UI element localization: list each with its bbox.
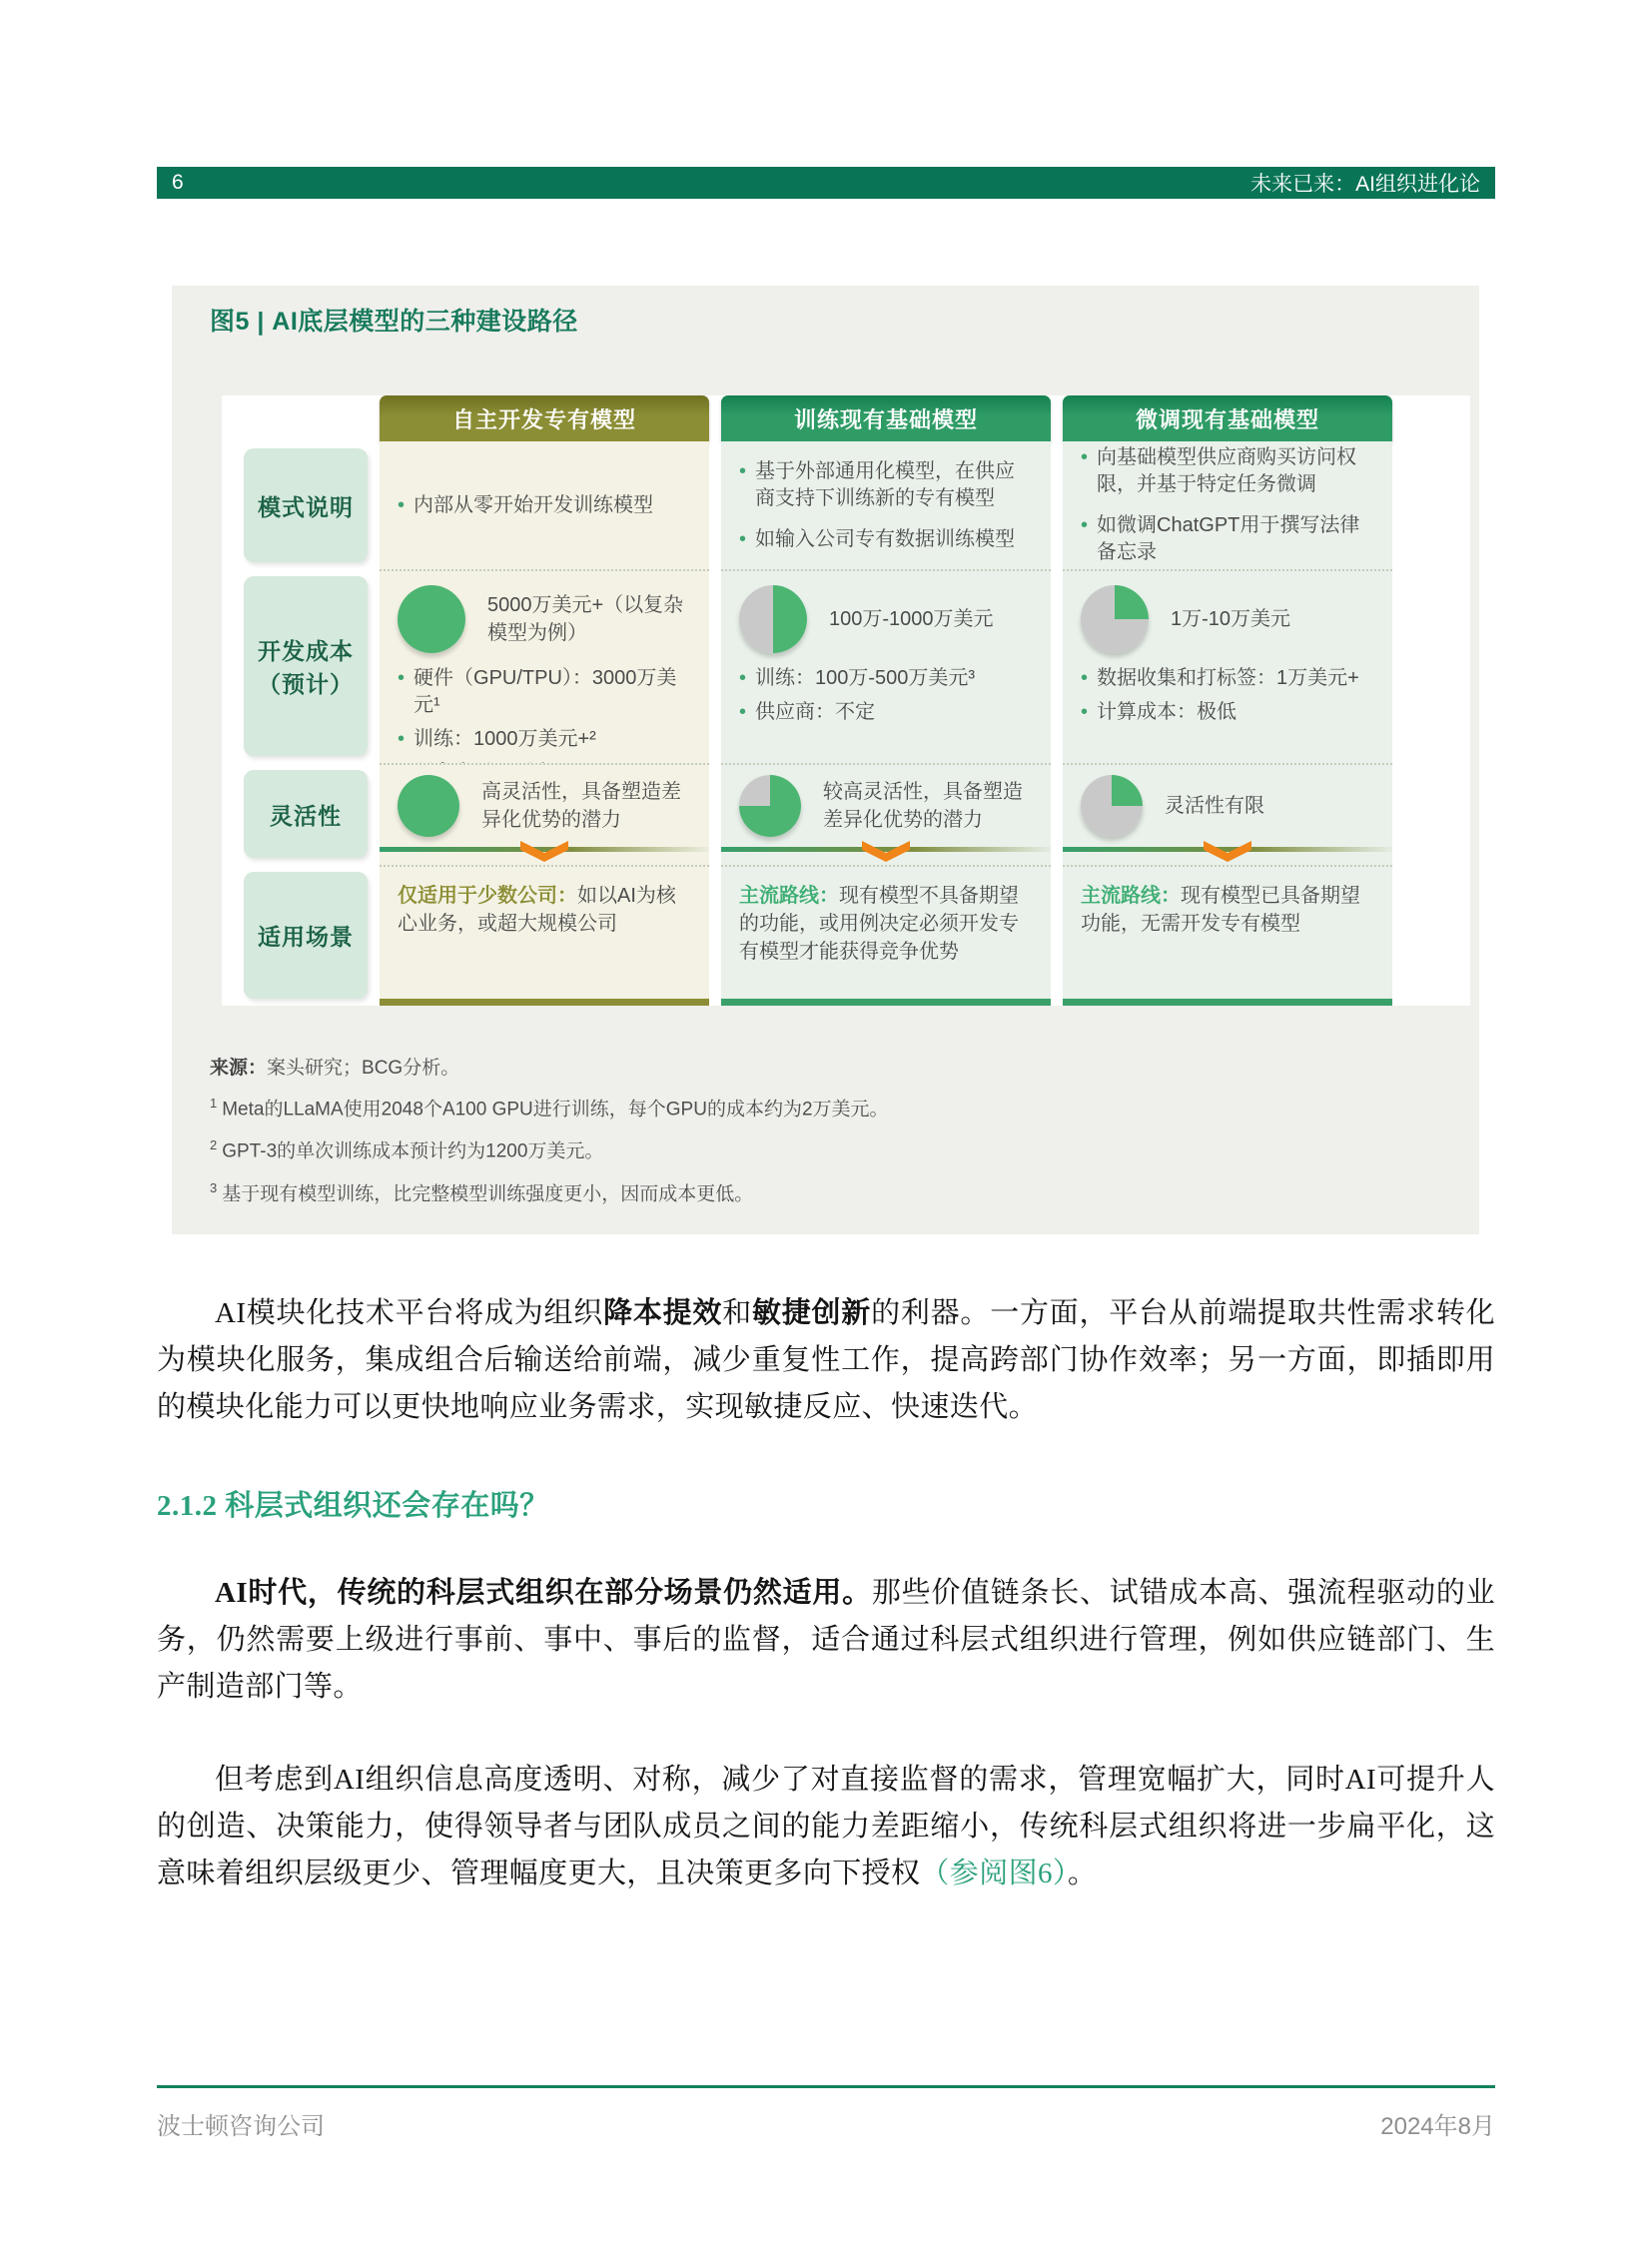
paragraph-platform: AI模块化技术平台将成为组织降本提效和敏捷创新的利器。一方面，平台从前端提取共性需求转化为模块化服务，集成组合后输送给前端，减少重复性工作，提高跨部门协作效率；另一方面，即插即用的模块化能力可以更快地响应业务需求，实现敏捷反应、快速迭代。 <box>157 1296 1496 1423</box>
bullet-icon: • <box>1081 446 1089 468</box>
bullet-icon: • <box>1081 514 1089 536</box>
section-heading-2-1-2: 2.1.2 科层式组织还会存在吗？ <box>157 1489 549 1522</box>
list-item: • 向基础模型供应商购买访问权限，并基于特定任务微调 <box>1081 444 1374 498</box>
source-line: 来源：案头研究；BCG分析。 <box>210 1058 460 1079</box>
list-item: • 训练：1000万美元+² <box>398 726 691 753</box>
page-footer <box>157 2085 1495 2141</box>
column-header-finetune-existing: 微调现有基础模型 <box>1063 395 1392 441</box>
bullet-icon: • <box>739 701 747 723</box>
chevron-down-icon <box>1200 840 1255 864</box>
cell-cost-col2: 100万-1000万美元 • 训练：100万-500万美元³ • 供应商：不定 <box>721 569 1051 763</box>
pie-chart-three-quarter-icon <box>739 775 801 837</box>
path-divider <box>721 839 1051 865</box>
cell-scenario-col3: 主流路线：现有模型已具备期望功能，无需开发专有模型 <box>1063 865 1392 1006</box>
pie-chart-half-icon <box>739 585 807 653</box>
page-number: 6 <box>172 171 184 194</box>
list-item: • 内部从零开始开发训练模型 <box>398 492 691 519</box>
cell-mode-col3 <box>1063 441 1392 569</box>
list-item: • 计算成本：极低 <box>1081 699 1374 726</box>
bullet-icon: • <box>739 527 747 550</box>
column-header-self-develop: 自主开发专有模型 <box>380 395 709 441</box>
pie-chart-full-icon <box>398 775 459 837</box>
column-header-train-existing: 训练现有基础模型 <box>721 395 1051 441</box>
cell-scenario-col1: 仅适用于少数公司：如以AI为核心业务，或超大规模公司 <box>380 865 709 1006</box>
footnote-2: $^2$ GPT-3的单次训练成本预计约为1200万美元。 <box>210 1137 604 1162</box>
bullet-icon: • <box>739 667 747 689</box>
list-item: • 训练：100万-500万美元³ <box>739 665 1033 692</box>
cell-mode-col1 <box>380 441 709 569</box>
footer-date: 2024年8月 <box>1380 2113 1495 2140</box>
bullet-icon: • <box>398 667 406 689</box>
chevron-down-icon <box>858 840 914 864</box>
bullet-icon: • <box>739 459 747 482</box>
bullet-icon: • <box>398 728 406 750</box>
list-item: • 如微调ChatGPT用于撰写法律备忘录 <box>1081 512 1374 566</box>
scenario-lead: 主流路线： <box>739 885 839 907</box>
row-label-cell <box>244 865 368 1006</box>
paragraph-flattening: 但考虑到AI组织信息高度透明、对称，减少了对直接监督的需求，管理宽幅扩大，同时AI可提升人的创造、决策能力，使得领导者与团队成员之间的能力差距缩小，传统科层式组织将进一步扁平化，这意味着组织层级更少、管理幅度更大，且决策更多向下授权（参阅图6）。 <box>157 1763 1495 1889</box>
row-label-flexibility: 灵活性 <box>244 770 368 858</box>
figure-table-panel <box>222 395 1470 1006</box>
pie-chart-quarter-icon <box>1081 775 1143 837</box>
footer-company: 波士顿咨询公司 <box>157 2113 325 2140</box>
bullet-icon: • <box>398 493 406 516</box>
scenario-lead: 主流路线： <box>1081 885 1181 907</box>
cell-flex-col2: 较高灵活性，具备塑造差异化优势的潜力 <box>721 763 1051 865</box>
figure-6-cross-reference[interactable]: （参阅图6） <box>920 1857 1068 1889</box>
row-label-cell <box>244 441 368 569</box>
list-item: • 如输入公司专有数据训练模型 <box>739 526 1033 553</box>
body-content <box>157 1290 1495 1897</box>
row-label-cell <box>244 569 368 763</box>
row-label-cell <box>244 763 368 865</box>
document-title: 未来已来：AI组织进化论 <box>1250 173 1480 196</box>
list-item: • 数据收集和打标签：1万美元+ <box>1081 665 1374 692</box>
figure-5-exhibit <box>172 286 1479 1234</box>
list-item: • 供应商：不定 <box>739 699 1033 726</box>
path-divider <box>380 839 709 865</box>
cell-scenario-col2: 主流路线：现有模型不具备期望的功能，或用例决定必须开发专有模型才能获得竞争优势 <box>721 865 1051 1006</box>
chevron-down-icon <box>516 840 572 864</box>
list-item: • 基于外部通用化模型，在供应商支持下训练新的专有模型 <box>739 458 1033 512</box>
row-label-cost: 开发成本 （预计） <box>244 576 368 756</box>
row-label-scenario: 适用场景 <box>244 872 368 999</box>
table-corner-spacer <box>244 395 368 441</box>
scenario-lead: 仅适用于少数公司： <box>398 885 577 907</box>
figure-footnotes <box>210 1052 1479 1212</box>
page-header-bar <box>157 167 1495 199</box>
pie-chart-full-icon <box>398 585 465 653</box>
cell-cost-col1: 5000万美元+（以复杂模型为例） • 硬件（GPU/TPU）：3000万美元¹ • 训练：1000万美元+² <box>380 569 709 763</box>
bullet-icon: • <box>1081 667 1089 689</box>
footnote-3: $^3$ 基于现有模型训练，比完整模型训练强度更小，因而成本更低。 <box>210 1179 754 1204</box>
pie-chart-quarter-icon <box>1081 585 1149 653</box>
row-label-mode: 模式说明 <box>244 448 368 562</box>
path-divider <box>1063 839 1392 865</box>
footnote-1: $^1$ Meta的LLaMA使用2048个A100 GPU进行训练，每个GPU的成本约为2万美元。 <box>210 1096 889 1120</box>
cell-mode-col2 <box>721 441 1051 569</box>
figure-title: 图5 | AI底层模型的三种建设路径 <box>210 308 578 336</box>
cell-cost-col3: 1万-10万美元 • 数据收集和打标签：1万美元+ • 计算成本：极低 <box>1063 569 1392 763</box>
bullet-icon: • <box>1081 701 1089 723</box>
cell-flex-col1: 高灵活性，具备塑造差异化优势的潜力 <box>380 763 709 865</box>
cell-flex-col3: 灵活性有限 <box>1063 763 1392 865</box>
list-item: • 硬件（GPU/TPU）：3000万美元¹ <box>398 665 691 719</box>
figure-table <box>244 395 1392 1006</box>
paragraph-hierarchy-applicable: AI时代，传统的科层式组织在部分场景仍然适用。那些价值链条长、试错成本高、强流程驱动的业务，仍然需要上级进行事前、事中、事后的监督，适合通过科层式组织进行管理，例如供应链部门、生产制造部门等。 <box>157 1576 1496 1703</box>
